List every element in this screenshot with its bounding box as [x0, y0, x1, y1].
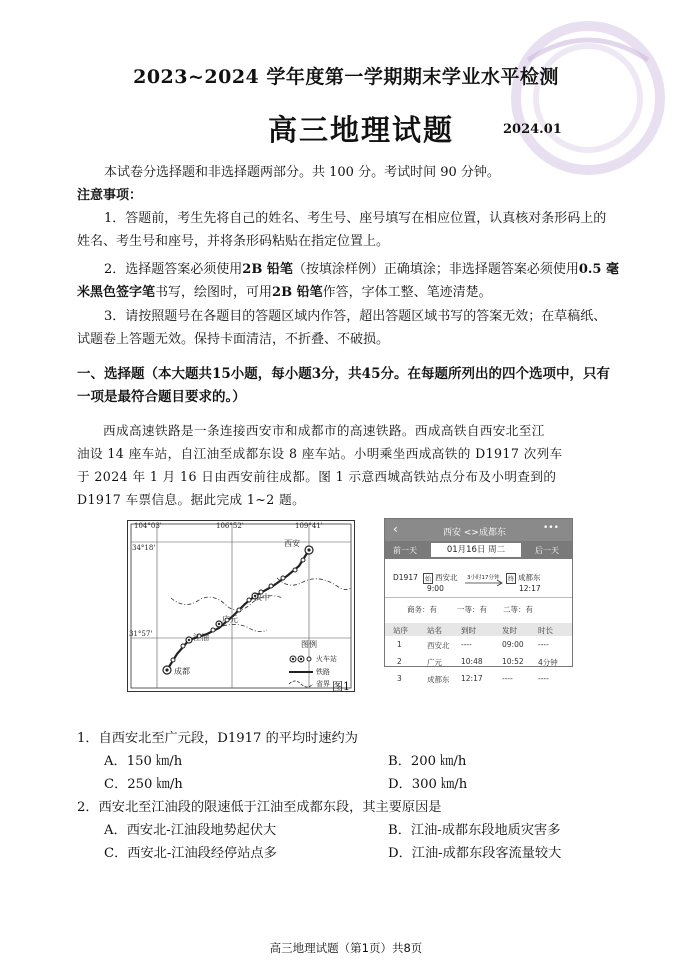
watermark-seal [468, 20, 668, 180]
map-legend-title: 图例 [301, 640, 317, 649]
table-cell: ---- [461, 640, 472, 649]
notice-item-2-h: 作答，字体工整、笔迹清楚。 [322, 285, 492, 300]
table-cell: 12:17 [461, 674, 483, 683]
railway-map [127, 520, 355, 692]
to-station: 成都东 [518, 573, 541, 582]
section-heading-line-1: 一、选择题（本大题共15小题，每小题3分，共45分。在每题所列出的四个选项中，只有 [77, 366, 610, 382]
col-order: 站序 [393, 626, 408, 635]
duration-arrow-icon [465, 580, 503, 586]
exam-title: 2023~2024 学年度第一学期期末学业水平检测 [133, 66, 559, 88]
ticket-header [385, 519, 572, 541]
table-cell: 4分钟 [538, 658, 558, 667]
arr-time: 12:17 [519, 584, 541, 593]
map-lat-1: 34°18' [132, 544, 156, 552]
seat-second: 二等：有 [503, 605, 533, 614]
notice-item-2-d: 0.5 毫 [578, 262, 620, 277]
notice-item-1-line-1: 1．答题前，考生先将自己的姓名、考生号、座号填写在相应位置，认真核对条形码上的 [104, 211, 607, 226]
next-day-button[interactable]: 后一天 [535, 546, 559, 555]
question-1-option-b: B．200 ㎞/h [388, 754, 467, 769]
section-heading-line-2: 一项是最符合题目要求的。） [77, 389, 246, 405]
map-lon-3: 109°41' [295, 522, 323, 530]
prev-day-button[interactable]: 前一天 [393, 546, 417, 555]
map-legend-station: 火车站 [316, 655, 337, 663]
figure-label: 图1 [332, 680, 350, 693]
table-cell: ---- [538, 674, 549, 683]
question-1-option-d: D．300 ㎞/h [388, 777, 468, 792]
notice-item-2-f: 书写，绘图时，可用 [155, 285, 273, 300]
notice-item-2-b: 2B 铅笔 [242, 262, 293, 277]
map-lon-1: 104°03' [134, 522, 162, 530]
ticket-screen [384, 518, 573, 684]
passage-line-4: D1917 车票信息。据此完成 1~2 题。 [77, 492, 306, 507]
map-lon-2: 106°52' [216, 522, 244, 530]
table-cell: 10:48 [461, 657, 483, 666]
exam-subtitle: 高三地理试题 [268, 113, 455, 147]
notice-item-3-line-2: 试题卷上答题无效。保持卡面清洁，不折叠、不破损。 [77, 332, 390, 347]
notice-item-2-c: （按填涂样例）正确填涂；非选择题答案必须使用 [292, 262, 579, 277]
from-station: 西安北 [435, 573, 458, 582]
question-1-stem: 1．自西安北至广元段，D1917 的平均时速约为 [77, 731, 358, 746]
passage [77, 419, 617, 511]
map-legend-rail: 铁路 [316, 668, 330, 676]
question-2-option-a: A．西安北-江油段地势起伏大 [104, 823, 277, 838]
map-city-chengdu: 成都 [174, 667, 190, 676]
table-cell: 1 [397, 640, 402, 649]
table-cell: ---- [538, 640, 549, 649]
map-city-hanzhong: 汉中 [254, 593, 270, 602]
table-cell: ---- [502, 674, 513, 683]
to-tag: 终 [506, 573, 516, 584]
notice-heading: 注意事项： [77, 188, 143, 203]
date-bar [385, 541, 572, 559]
question-2-stem: 2．西安北至江油段的限速低于江油至成都东段，其主要原因是 [77, 800, 442, 815]
table-cell: 3 [397, 674, 402, 683]
notice-item-2-line-2 [77, 282, 492, 304]
question-2-option-b: B．江油-成都东段地质灾害多 [388, 823, 561, 838]
seat-business: 商务：有 [407, 605, 437, 614]
col-depart: 发时 [502, 626, 517, 635]
notice-item-2-line-1 [104, 259, 619, 281]
map-legend-border: 省界 [316, 680, 330, 688]
section-heading [77, 363, 622, 409]
ticket-route: 西安 <>成都东 [443, 528, 506, 538]
passage-line-2: 油设 14 座车站，自江油至成都东设 8 座车站。小明乘坐西成高铁的 D1917 次列车 [77, 446, 563, 461]
notice-item-2-e: 米黑色签字笔 [77, 285, 156, 300]
col-duration: 时长 [538, 626, 553, 635]
from-tag: 始 [423, 573, 433, 584]
seat-first: 一等：有 [457, 605, 487, 614]
more-icon[interactable]: ••• [543, 523, 559, 533]
map-city-xian: 西安 [284, 539, 300, 548]
duration: 3小时17分钟 [467, 575, 500, 581]
passage-line-3: 于 2024 年 1 月 16 日由西安前往成都。图 1 示意西城高铁站点分布及小明查到的 [77, 469, 557, 484]
notice-item-3-line-1: 3．请按照题号在各题目的答题区域内作答，超出答题区域书写的答案无效；在草稿纸、 [104, 309, 607, 324]
question-2-option-c: C．西安北-江油段经停站点多 [104, 846, 277, 861]
table-cell: 2 [397, 657, 402, 666]
notice-item-1-line-2: 姓名、考生号和座号，并将条形码粘贴在指定位置上。 [77, 234, 390, 249]
table-cell: 10:52 [502, 657, 524, 666]
table-cell: 广元 [427, 658, 442, 667]
question-1-option-c: C．250 ㎞/h [104, 777, 183, 792]
table-cell: 西安北 [427, 641, 450, 650]
col-arrive: 到时 [461, 626, 476, 635]
table-cell: 成都东 [427, 675, 450, 684]
back-icon[interactable]: ‹ [393, 522, 398, 536]
exam-date: 2024.01 [503, 122, 562, 137]
question-2-option-d: D．江油-成都东段客流量较大 [388, 846, 562, 861]
map-city-guangyuan: 广元 [222, 615, 238, 624]
table-cell: 09:00 [502, 640, 524, 649]
notice-item-2-a: 2．选择题答案必须使用 [104, 262, 243, 277]
train-number: D1917 [393, 573, 418, 582]
map-city-jiangyou: 江油 [193, 633, 209, 642]
map-lat-2: 31°57' [129, 630, 153, 638]
dep-time: 9:00 [427, 584, 444, 593]
passage-line-1: 西成高速铁路是一条连接西安市和成都市的高速铁路。西成高铁自西安北至江 [103, 423, 545, 438]
date-selector[interactable]: 01月16日 周二 [431, 543, 521, 557]
question-1-option-a: A．150 ㎞/h [104, 754, 183, 769]
notice-item-2-g: 2B 铅笔 [272, 285, 323, 300]
intro-text: 本试卷分选择题和非选择题两部分。共 100 分。考试时间 90 分钟。 [104, 165, 500, 180]
page-footer: 高三地理试题（第1页）共8页 [269, 941, 423, 955]
col-station: 站名 [427, 626, 442, 635]
